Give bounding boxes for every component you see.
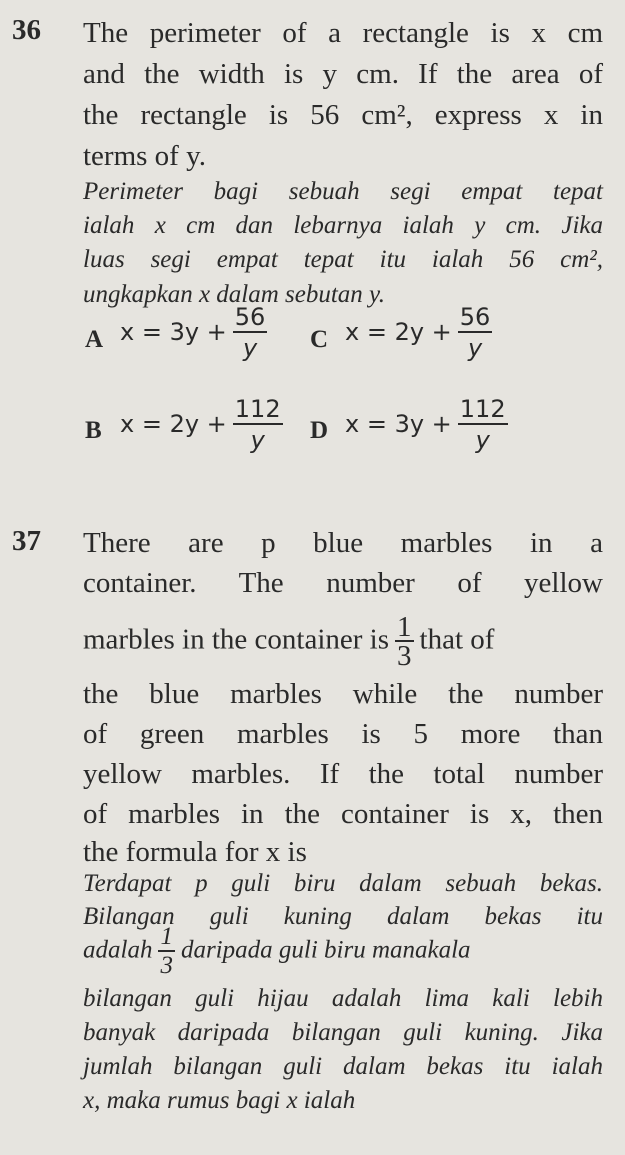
q37-ms-line-3-start: adalah [83,936,153,964]
q37-ms-line-7: x, maka rumus bagi x ialah [83,1087,356,1114]
q37-en-line-2: container. The number of yellow [83,567,603,599]
option-c-denominator: y [467,334,483,362]
option-a-letter: A [85,326,104,353]
q36-ms-line-4: ungkapkan x dalam sebutan y. [83,281,386,308]
q37-ms-line-1: Terdapat p guli biru dalam sebuah bekas. [83,870,603,897]
q36-ms-line-2: ialah x cm dan lebarnya ialah y cm. Jika [83,212,603,239]
q37-en-line-7: of marbles in the container is x, then [83,798,603,830]
q36-en-line-3: the rectangle is 56 cm², express x in [83,99,603,131]
option-a-lhs: x = 3y + [120,318,227,346]
q37-en-line-5: of green marbles is 5 more than [83,718,603,750]
question-36-number: 36 [12,14,41,46]
q37-en-line-6: yellow marbles. If the total number [83,758,603,790]
q37-ms-line-3 [83,924,603,980]
q37-ms-line-6: jumlah bilangan guli dalam bekas itu ialah [83,1053,603,1080]
option-b-letter: B [85,417,102,444]
option-c-letter: C [310,326,329,353]
option-a-numerator: 56 [234,303,266,331]
option-d-lhs: x = 3y + [345,410,452,438]
q37-en-fraction-numerator: 1 [397,611,412,643]
q36-ms-line-3: luas segi empat tepat itu ialah 56 cm², [83,246,603,273]
q37-ms-fraction-numerator: 1 [160,923,173,950]
q37-en-line-8: the formula for x is [83,836,307,868]
q37-en-fraction-denominator: 3 [397,640,412,672]
option-c-lhs: x = 2y + [345,318,452,346]
q36-ms-line-1: Perimeter bagi sebuah segi empat tepat [83,178,603,205]
option-c-numerator: 56 [459,303,491,331]
option-b-expression [120,395,283,455]
q36-en-line-4: terms of y. [83,140,206,172]
q37-en-line-3-end: that of [419,623,495,656]
q37-en-line-4: the blue marbles while the number [83,678,603,710]
q37-ms-line-4: bilangan guli hijau adalah lima kali lebih [83,985,603,1012]
q37-en-line-3 [83,611,603,672]
option-d-letter: D [310,417,329,444]
option-a-denominator: y [242,334,258,362]
q36-en-line-2: and the width is y cm. If the area of [83,58,603,90]
option-d-denominator: y [475,426,490,454]
option-a-expression [120,303,267,363]
option-b-denominator: y [250,426,265,454]
q37-en-line-3-start: marbles in the container is [83,623,390,656]
option-b-numerator: 112 [234,395,281,423]
q36-en-line-1: The perimeter of a rectangle is x cm [83,17,603,49]
q37-ms-fraction-denominator: 3 [160,952,173,979]
option-c-expression [345,303,492,363]
q37-ms-line-2: Bilangan guli kuning dalam bekas itu [83,903,603,930]
q37-ms-line-5: banyak daripada bilangan guli kuning. Jika [83,1019,603,1046]
option-d-numerator: 112 [459,395,506,423]
option-b-lhs: x = 2y + [120,410,227,438]
q37-en-line-1: There are p blue marbles in a [83,527,603,559]
option-d-expression [345,395,508,455]
question-37-number: 37 [12,525,41,557]
q37-ms-line-3-end: daripada guli biru manakala [180,936,471,964]
